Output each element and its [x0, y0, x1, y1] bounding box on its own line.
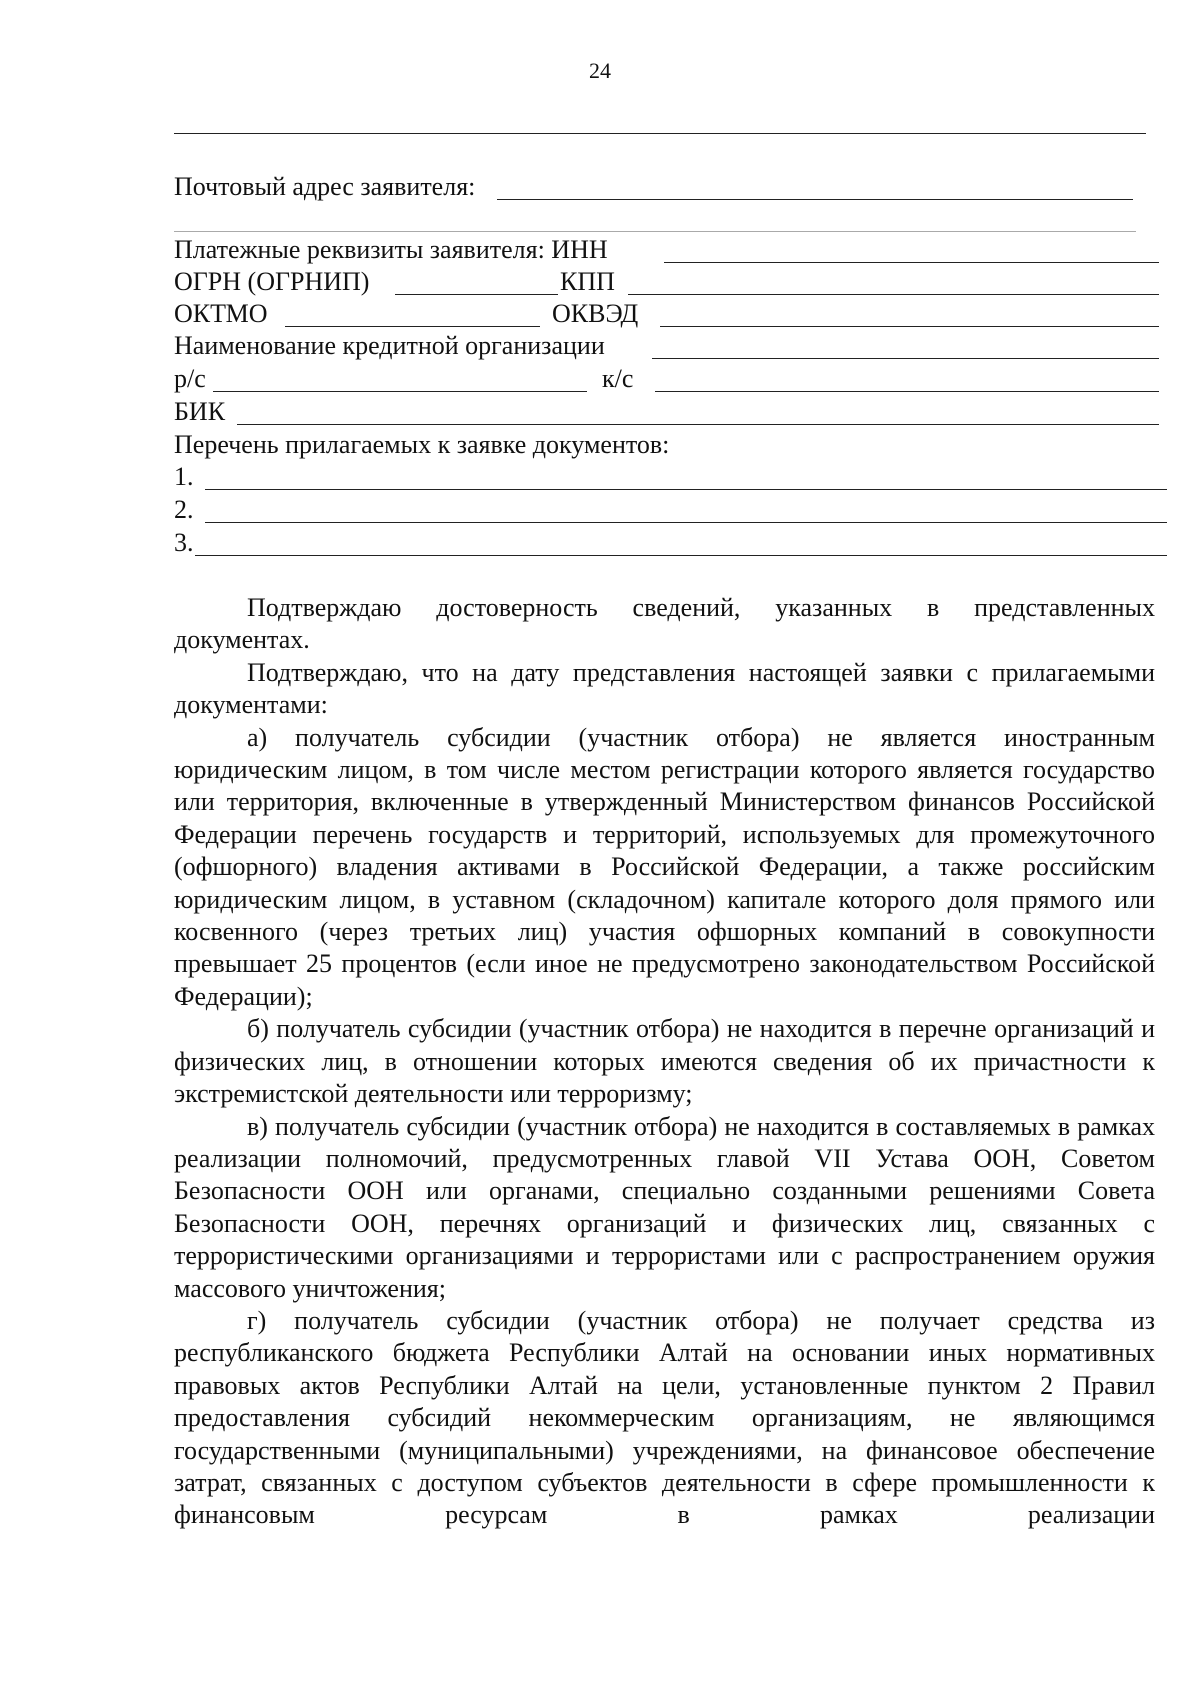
body-text	[174, 592, 1155, 1532]
oktmo-label: ОКТМО	[174, 299, 268, 328]
ogrn-field[interactable]	[395, 294, 558, 295]
confirmation-paragraph-1: Подтверждаю достоверность сведений, указанных в представленных документах.	[174, 593, 1155, 655]
rs-field[interactable]	[213, 391, 587, 392]
kpp-field[interactable]	[628, 294, 1159, 295]
rs-label: р/с	[174, 364, 206, 393]
postal-address-label: Почтовый адрес заявителя:	[174, 172, 476, 201]
ogrn-label: ОГРН (ОГРНИП)	[174, 267, 370, 296]
kpp-label: КПП	[560, 267, 615, 296]
bank-name-label: Наименование кредитной организации	[174, 331, 605, 360]
payment-details-label: Платежные реквизиты заявителя: ИНН	[174, 235, 608, 264]
address-continuation-line	[174, 231, 1136, 232]
clause-g-paragraph: г) получатель субсидии (участник отбора) не получает средства из республиканского бюджета Республики Алтай на основании иных нормативных правовых актов Республики Алтай на цели, установленные пунктом 2 Правил предоставления субсидий некоммерческим организациям, не являющимся государственными (муниципальными) учреждениями, на финансовое обеспечение затрат, связанных с доступом субъектов деятельности в сфере промышленности к финансовым ресурсам в рамках реализации	[174, 1305, 1155, 1530]
top-separator-line	[174, 133, 1146, 134]
bank-name-field[interactable]	[652, 358, 1159, 359]
bik-field[interactable]	[237, 424, 1159, 425]
okved-label: ОКВЭД	[552, 299, 639, 328]
doc-item-number-2: 2.	[174, 495, 194, 524]
ks-field[interactable]	[655, 391, 1159, 392]
clause-v-paragraph: в) получатель субсидии (участник отбора) не находится в составляемых в рамках реализации полномочий, предусмотренных главой VII Устава ООН, Советом Безопасности ООН или органами, специально созданными решениями Совета Безопасности ООН, перечнях организаций и физических лиц, связанных с террористическими организациями и террористами или с распространением оружия массового уничтожения;	[174, 1111, 1155, 1303]
page-number: 24	[589, 58, 611, 83]
ks-label: к/с	[602, 364, 634, 393]
doc-item-field-1[interactable]	[205, 489, 1167, 490]
okved-field[interactable]	[660, 326, 1159, 327]
confirmation-paragraph-2: Подтверждаю, что на дату представления настоящей заявки с прилагаемыми документами:	[174, 657, 1155, 720]
doc-item-number-1: 1.	[174, 462, 194, 491]
documents-list-label: Перечень прилагаемых к заявке документов:	[174, 430, 670, 459]
doc-item-number-3: 3.	[174, 528, 194, 557]
bik-label: БИК	[174, 397, 226, 426]
oktmo-field[interactable]	[285, 326, 540, 327]
doc-item-field-3[interactable]	[195, 555, 1167, 556]
postal-address-field[interactable]	[497, 199, 1133, 200]
clause-b-paragraph: б) получатель субсидии (участник отбора) не находится в перечне организаций и физических лиц, в отношении которых имеются сведения об их причастности к экстремистской деятельности или терроризму;	[174, 1014, 1155, 1109]
doc-item-field-2[interactable]	[205, 522, 1167, 523]
inn-field[interactable]	[664, 262, 1159, 263]
clause-a-paragraph: а) получатель субсидии (участник отбора) не является иностранным юридическим лицом, в том числе местом регистрации которого является государство или территория, включенные в утвержденный Министерством финансов Российской Федерации перечень государств и территорий, используемых для промежуточного (офшорного) владения активами в Российской Федерации, а также российским юридическим лицом, в уставном (складочном) капитале которого доля прямого или косвенного (через третьих лиц) участия офшорных компаний в совокупности превышает 25 процентов (если иное не предусмотрено законодательством Российской Федерации);	[174, 722, 1155, 1011]
